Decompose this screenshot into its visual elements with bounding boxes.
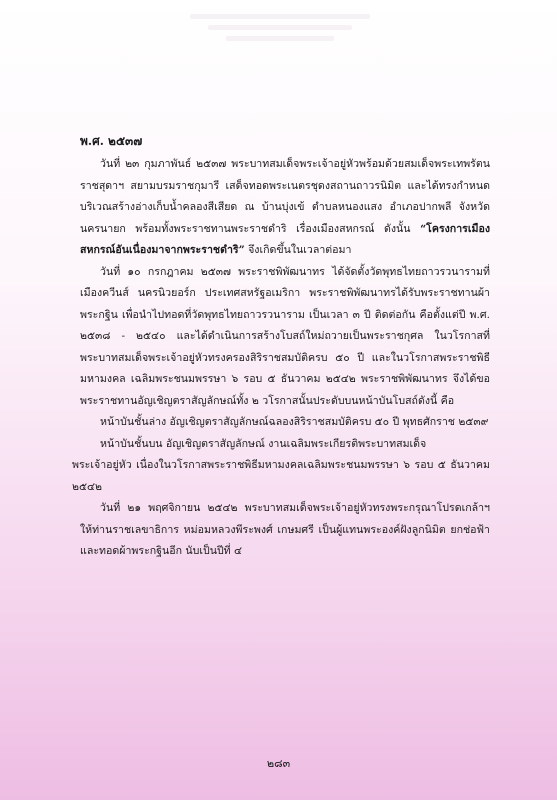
page-number: ๒๘๓ bbox=[266, 757, 291, 770]
paragraph-1 bbox=[80, 154, 490, 262]
paragraph-6: วันที่ ๒๑ พฤศจิกายน ๒๕๔๒ พระบาทสมเด็จพระเจ้าอยู่หัวทรงพระกรุณาโปรดเกล้าฯ ให้ท่านราชเลขาธิการ หม่อมหลวงพีระพงศ์ เกษมศรี เป็นผู้แทนพระองค์ฝังลูกนิมิต ยกช่อฟ้า และทอดผ้าพระกฐินอีก นับเป็นปีที่ ๔ bbox=[80, 502, 490, 557]
faded-header-watermark bbox=[190, 8, 370, 52]
paragraph-3: หน้าบันชั้นล่าง อัญเชิญตราสัญลักษณ์ฉลองสิริราชสมบัติครบ ๕๐ ปี พุทธศักราช ๒๕๓๙ bbox=[100, 416, 489, 428]
project-name-bold: “โครงการเมืองสหกรณ์อันเนื่องมาจากพระราชดำริ” bbox=[80, 222, 491, 256]
paragraph-1-ending: จึงเกิดขึ้นในเวลาต่อมา bbox=[244, 244, 352, 256]
year-heading: พ.ศ. ๒๕๓๗ bbox=[80, 134, 143, 148]
paragraph-5: พระเจ้าอยู่หัว เนื่องในวโรกาสพระราชพิธีมหามงคลเฉลิมพระชนมพรรษา ๖ รอบ ๕ ธันวาคม ๒๕๔๒ bbox=[72, 459, 490, 493]
paragraph-4: หน้าบันชั้นบน อัญเชิญตราสัญลักษณ์ งานเฉลิมพระเกียรติพระบาทสมเด็จ bbox=[100, 437, 427, 450]
document-body bbox=[72, 132, 491, 563]
paragraph-1-text: วันที่ ๒๓ กุมภาพันธ์ ๒๕๓๗ พระบาทสมเด็จพระเจ้าอยู่หัวพร้อมด้วยสมเด็จพระเทพรัตนราชสุดาฯ สยามบรมราชกุมารี เสด็จทอดพระเนตรชุดงสถานถาวรนิมิต และได้ทรงกำหนดบริเวณสร้างอ่างเก็บน้ำคลองสีเสียด ณ บ้านบุ่งเข้ ตำบลหนองแสง อำเภอปากพลี จังหวัดนครนายก พร้อมทั้งพระราชทานพระราชดำริ เรื่องเมืองสหกรณ์ ดังนั้น bbox=[80, 158, 490, 235]
paragraph-2: วันที่ ๑๐ กรกฎาคม ๒๕๓๗ พระราชพิพัฒนาทร ได้จัดตั้งวัดพุทธไทยถาวรวนารามที่เมืองควีนส์ นครนิวยอร์ก ประเทศสหรัฐอเมริกา พระราชพิพัฒนาทรได้รับพระราชทานผ้าพระกฐิน เพื่อนำไปทอดที่วัดพุทธไทยถาวรวนาราม เป็นเวลา ๓ ปี ติดต่อกัน คือตั้งแต่ปี พ.ศ. ๒๕๓๘ - ๒๕๔๐ และได้ดำเนินการสร้างโบสถ์ใหม่ถวายเป็นพระราชกุศล ในวโรกาสที่พระบาทสมเด็จพระเจ้าอยู่หัวทรงครองสิริราชสมบัติครบ ๕๐ ปี และในวโรกาสพระราชพิธีมหามงคล เฉลิมพระชนมพรรษา ๖ รอบ ๕ ธันวาคม ๒๕๔๒ พระราชพิพัฒนาทร จึงได้ขอพระราชทานอัญเชิญตราสัญลักษณ์ทั้ง ๒ วโรกาสนั้นประดับบนหน้าบันโบสถ์ดังนี้ คือ bbox=[80, 265, 490, 407]
